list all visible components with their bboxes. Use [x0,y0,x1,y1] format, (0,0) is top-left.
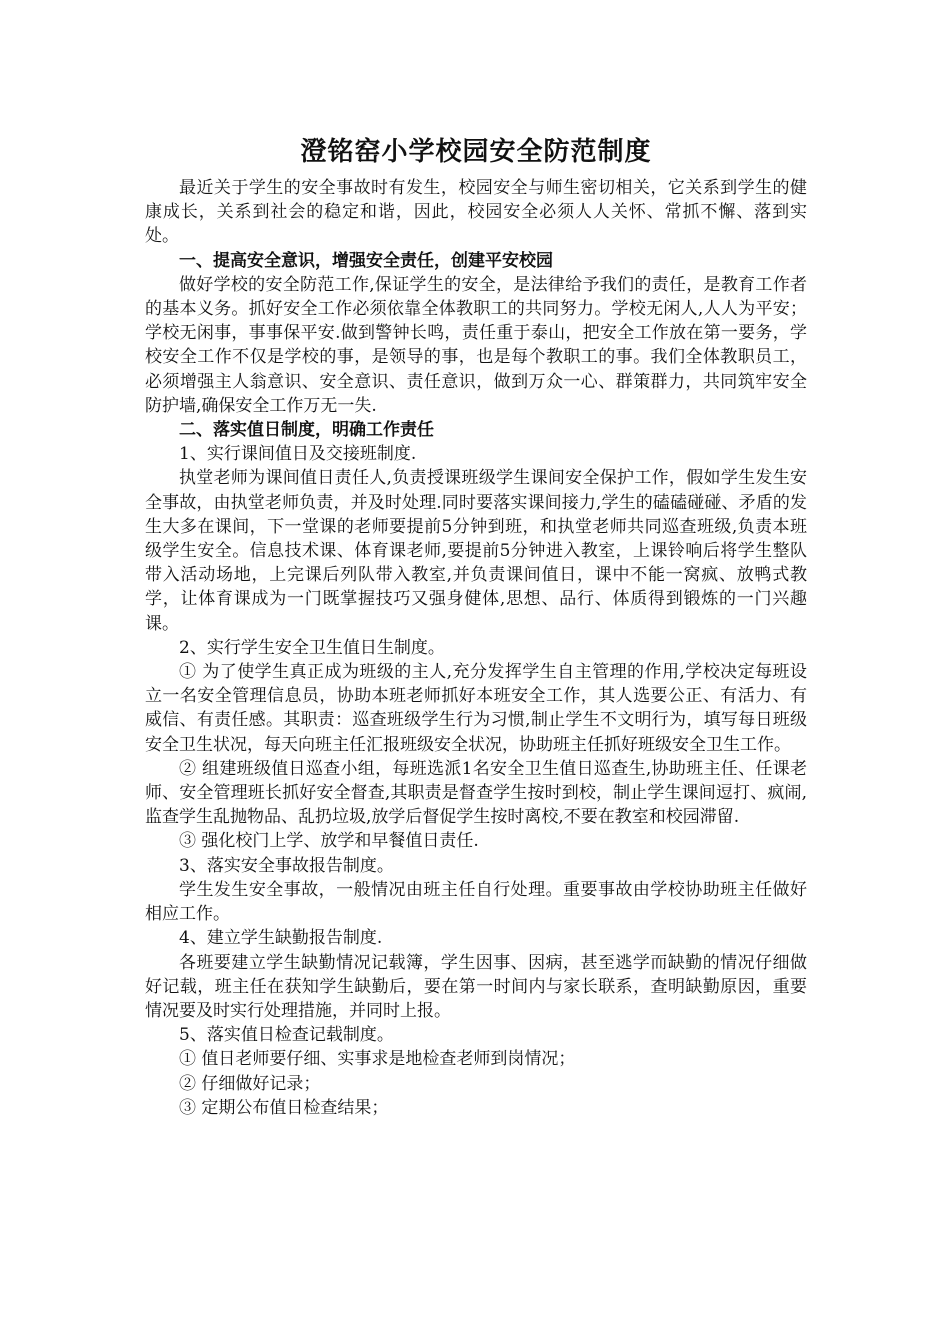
section2-heading: 二、落实值日制度，明确工作责任 [179,420,434,441]
item5-title: 5、落实值日检查记载制度。 [179,1025,394,1046]
item2-sub2-paragraph: ② 组建班级值日巡查小组，每班选派1名安全卫生值日巡查生,协助班主任、任课老师、安全管理班长抓好安全督查,其职责是督查学生按时到校，制止学生课间逗打、疯闹,监查学生乱抛物品、乱扔垃圾,放学后督促学生按时离校,不要在教室和校园滞留. [145,758,807,828]
item5-sub3-line: ③ 定期公布值日检查结果； [179,1097,389,1118]
item2-sub3-paragraph: ③ 强化校门上学、放学和早餐值日责任. [179,831,479,852]
document-title: 澄铭窑小学校园安全防范制度 [300,137,652,167]
item4-paragraph: 各班要建立学生缺勤情况记载簿，学生因事、因病，甚至逃学而缺勤的情况仔细做好记载，班主任在获知学生缺勤后，要在第一时间内与家长联系，查明缺勤原因，重要情况要及时实行处理措施，并同时上报。 [145,952,807,1021]
item2-sub1-paragraph: ① 为了使学生真正成为班级的主人,充分发挥学生自主管理的作用,学校决定每班设立一名安全管理信息员，协助本班老师抓好本班安全工作，其人选要公正、有活力、有威信、有责任感。其职责：巡查班级学生行为习惯,制止学生不文明行为，填写每日班级安全卫生状况，每天向班主任汇报班级安全状况，协助班主任抓好班级安全卫生工作。 [145,662,807,755]
item1-paragraph: 执堂老师为课间值日责任人,负责授课班级学生课间安全保护工作，假如学生发生安全事故，由执堂老师负责，并及时处理.同时要落实课间接力,学生的磕磕碰碰、矛盾的发生大多在课间，下一堂课的老师要提前5分钟到班，和执堂老师共同巡查班级,负责本班级学生安全。信息技术课、体育课老师,要提前5分钟进入教室，上课铃响后将学生整队带入活动场地，上完课后列队带入教室,并负责课间值日，课中不能一窝疯、放鸭式教学，让体育课成为一门既掌握技巧又强身健体,思想、品行、体质得到锻炼的一门兴趣课。 [145,468,807,634]
section1-heading: 一、提高安全意识，增强安全责任，创建平安校园 [179,250,553,271]
item3-title: 3、落实安全事故报告制度。 [179,855,394,876]
item4-title: 4、建立学生缺勤报告制度. [179,928,383,949]
item5-sub1-line: ① 值日老师要仔细、实事求是地检查老师到岗情况； [179,1049,576,1070]
intro-paragraph: 最近关于学生的安全事故时有发生，校园安全与师生密切相关，它关系到学生的健康成长，关系到社会的稳定和谐，因此，校园安全必须人人关怀、常抓不懈、落到实处。 [145,178,807,247]
item1-title: 1、实行课间值日及交接班制度. [179,444,417,465]
item5-sub2-line: ② 仔细做好记录； [179,1073,321,1094]
document-body [145,132,807,1120]
item3-paragraph: 学生发生安全事故，一般情况由班主任自行处理。重要事故由学校协助班主任做好相应工作。 [145,879,807,925]
item2-title: 2、实行学生安全卫生值日生制度。 [179,637,445,658]
section1-paragraph: 做好学校的安全防范工作,保证学生的安全，是法律给予我们的责任，是教育工作者的基本义务。抓好安全工作必须依靠全体教职工的共同努力。学校无闲人,人人为平安；学校无闲事，事事保平安.做到警钟长鸣，责任重于泰山，把安全工作放在第一要务，学校安全工作不仅是学校的事，是领导的事，也是每个教职工的事。我们全体教职员工，必须增强主人翁意识、安全意识、责任意识，做到万众一心、群策群力，共同筑牢安全防护墙,确保安全工作万无一失. [145,274,807,416]
